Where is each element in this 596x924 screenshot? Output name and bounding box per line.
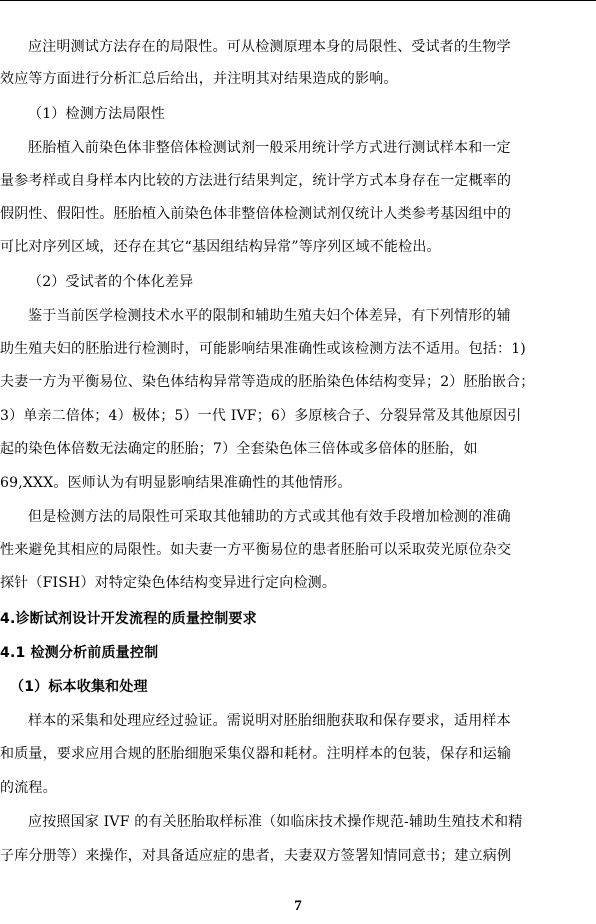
paragraph-line: 3）单亲二倍体；4）极体；5）一代 IVF；6）多原核合子、分裂异常及其他原因引 <box>0 408 522 424</box>
paragraph-line: 性来避免其相应的局限性。如夫妻一方平衡易位的患者胚胎可以采取荧光原位杂交 <box>0 542 512 558</box>
paragraph-line: 胚胎植入前染色体非整倍体检测试剂一般采用统计学方式进行测试样本和一定 <box>28 140 511 156</box>
section-heading-4: 4.诊断试剂设计开发流程的质量控制要求 <box>0 611 257 627</box>
page-number: 7 <box>294 898 302 914</box>
paragraph-line: 假阴性、假阳性。胚胎植入前染色体非整倍体检测试剂仅统计人类参考基因组中的 <box>0 206 512 222</box>
section-heading-individual-differences: （2）受试者的个体化差异 <box>28 274 194 290</box>
paragraph-line: 但是检测方法的局限性可采取其他辅助的方式或其他有效手段增加检测的准确 <box>28 509 511 525</box>
paragraph-line: 起的染色体倍数无法确定的胚胎；7）全套染色体三倍体或多倍体的胚胎，如 <box>0 441 478 457</box>
paragraph-line: 应注明测试方法存在的局限性。可从检测原理本身的局限性、受试者的生物学 <box>28 39 511 55</box>
section-heading-specimen: （1）标本收集和处理 <box>10 679 148 695</box>
paragraph-line: 可比对序列区域，还存在其它“基因组结构异常”等序列区域不能检出。 <box>0 239 441 255</box>
paragraph-line: 应按照国家 IVF 的有关胚胎取样标准（如临床技术操作规范-辅助生殖技术和精 <box>28 814 523 830</box>
top-border-rule <box>0 0 596 5</box>
section-heading-4-1: 4.1 检测分析前质量控制 <box>0 645 159 661</box>
paragraph-line: 样本的采集和处理应经过验证。需说明对胚胎细胞获取和保存要求，适用样本 <box>28 713 511 729</box>
paragraph-line: 助生殖夫妇的胚胎进行检测时，可能影响结果准确性或该检测方法不适用。包括：1) <box>0 341 526 357</box>
paragraph-line: 和质量，要求应用合规的胚胎细胞采集仪器和耗材。注明样本的包装，保存和运输 <box>0 746 512 762</box>
paragraph-line: 69,XXX。医师认为有明显影响结果准确性的其他情形。 <box>0 475 352 491</box>
paragraph-line: 探针（FISH）对特定染色体结构变异进行定向检测。 <box>0 575 337 591</box>
paragraph-line: 鉴于当前医学检测技术水平的限制和辅助生殖夫妇个体差异，有下列情形的辅 <box>28 308 511 324</box>
paragraph-line: 效应等方面进行分析汇总后给出，并注明其对结果造成的影响。 <box>0 71 398 87</box>
paragraph-line: 量参考样或自身样本内比较的方法进行结果判定，统计学方式本身存在一定概率的 <box>0 173 512 189</box>
paragraph-line: 子库分册等）来操作，对具备适应症的患者，夫妻双方签署知情同意书；建立病例 <box>0 848 512 864</box>
paragraph-line: 夫妻一方为平衡易位、染色体结构异常等造成的胚胎染色体结构变异；2）胚胎嵌合； <box>0 374 535 390</box>
section-heading-method-limitations: （1）检测方法局限性 <box>28 106 165 122</box>
paragraph-line: 的流程。 <box>0 780 57 796</box>
